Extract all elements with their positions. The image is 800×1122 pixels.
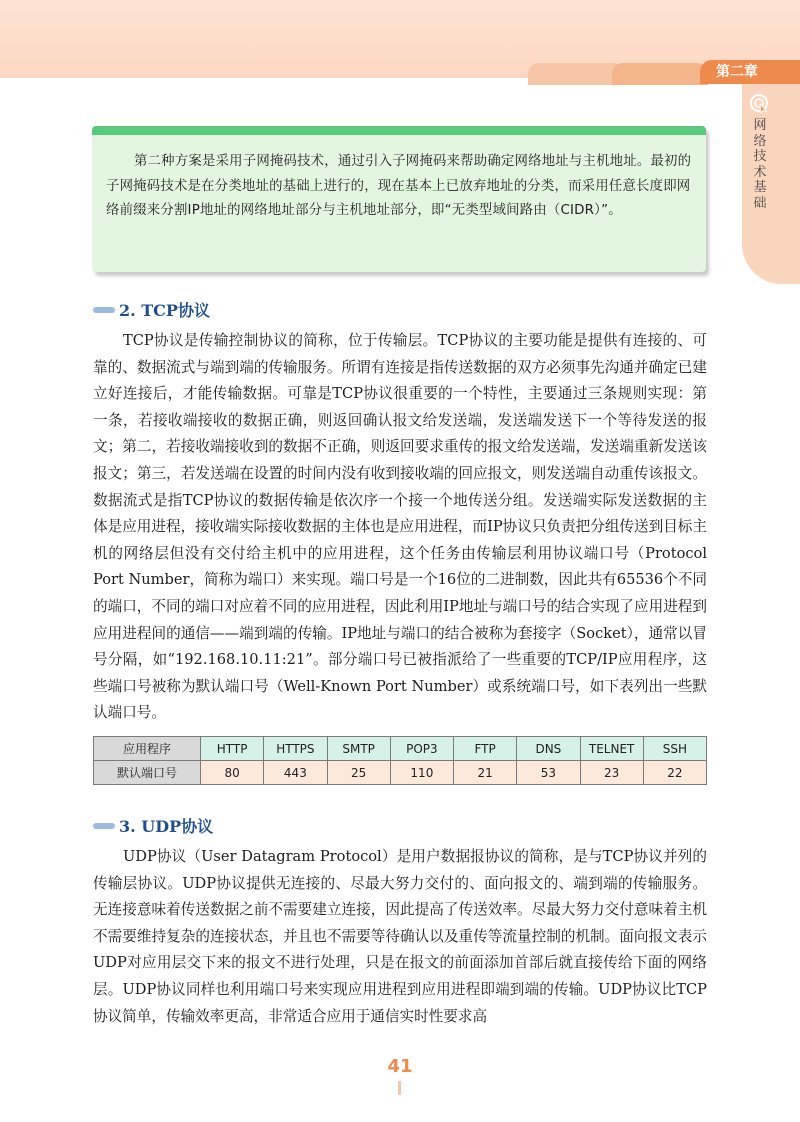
table-row xyxy=(94,761,707,785)
table-row xyxy=(94,737,707,761)
table-cell: SMTP xyxy=(327,737,390,761)
port-table xyxy=(93,736,707,785)
table-cell: POP3 xyxy=(390,737,453,761)
table-cell: 22 xyxy=(643,761,706,785)
row-label: 应用程序 xyxy=(94,737,201,761)
table-cell: 53 xyxy=(517,761,580,785)
paragraph-tcp: TCP协议是传输控制协议的简称，位于传输层。TCP协议的主要功能是提供有连接的、可靠的、数据流式与端到端的传输服务。所谓有连接是指传送数据的双方必须事先沟通并确定已建立好连接后，才能传输数据。可靠是TCP协议很重要的一个特性，主要通过三条规则实现：第一条，若接收端接收的数据正确，则返回确认报文给发送端，发送端发送下一个等待发送的报文；第二，若接收端接收到的数据不正确，则返回要求重传的报文给发送端，发送端重新发送该报文；第三，若发送端在设置的时间内没有收到接收端的回应报文，则发送端自动重传该报文。数据流式是指TCP协议的数据传输是依次序一个接一个地传送分组。发送端实际发送数据的主体是应用进程，接收端实际接收数据的主体也是应用进程，而IP协议只负责把分组传送到目标主机的网络层但没有交付给主机中的应用进程，这个任务由传输层利用协议端口号（Protocol Port Number，简称为端口）来实现。端口号是一个16位的二进制数，因此共有65536个不同的端口，不同的端口对应着不同的应用进程，因此利用IP地址与端口号的结合实现了应用进程到应用进程间的通信——端到端的传输。IP地址与端口的结合被称为套接字（Socket），通常以冒号分隔，如“192.168.10.11:21”。部分端口号已被指派给了一些重要的TCP/IP应用程序，这些端口号被称为默认端口号（Well-Known Port Number）或系统端口号，如下表列出一些默认端口号。 xyxy=(93,332,707,722)
heading-bar-icon xyxy=(93,823,115,829)
paragraph-udp: UDP协议（User Datagram Protocol）是用户数据报协议的简称，是与TCP协议并列的传输层协议。UDP协议提供无连接的、尽最大努力交付的、面向报文的、端到端的传输服务。无连接意味着传送数据之前不需要建立连接，因此提高了传送效率。尽最大努力交付意味着主机不需要维持复杂的连接状态，并且也不需要等待确认以及重传等流量控制的机制。面向报文表示UDP对应用层交下来的报文不进行处理，只是在报文的前面添加首部后就直接传给下面的网络层。UDP协议同样也利用端口号来实现应用进程到应用进程即端到端的传输。UDP协议比TCP协议简单，传输效率更高，非常适合应用于通信实时性要求高 xyxy=(93,848,707,1025)
section-heading-text: 2. TCP协议 xyxy=(119,301,210,320)
section-heading-udp xyxy=(93,814,213,836)
decorative-tab xyxy=(528,63,624,85)
table-cell: 443 xyxy=(264,761,327,785)
table-cell: 110 xyxy=(390,761,453,785)
page-number: 41 xyxy=(387,1056,413,1077)
chapter-label: 第二章 xyxy=(700,60,800,84)
page-number-tick xyxy=(398,1081,401,1095)
table-cell: 80 xyxy=(201,761,264,785)
table-cell: FTP xyxy=(454,737,517,761)
side-title: 网络技术基础 xyxy=(753,118,767,211)
table-cell: DNS xyxy=(517,737,580,761)
table-cell: SSH xyxy=(643,737,706,761)
decorative-tab xyxy=(612,63,708,85)
callout-text: 第二种方案是采用子网掩码技术，通过引入子网掩码来帮助确定网络地址与主机地址。最初的子网掩码技术是在分类地址的基础上进行的，现在基本上已放弃地址的分类，而采用任意长度即网络前缀来分割IP地址的网络地址部分与主机地址部分，即“无类型域间路由（CIDR）”。 xyxy=(106,154,692,218)
table-cell: TELNET xyxy=(580,737,643,761)
table-cell: 25 xyxy=(327,761,390,785)
table-cell: 21 xyxy=(454,761,517,785)
table-cell: 23 xyxy=(580,761,643,785)
side-panel xyxy=(742,84,800,284)
network-cursor-icon xyxy=(748,92,770,114)
row-label: 默认端口号 xyxy=(94,761,201,785)
heading-bar-icon xyxy=(93,307,115,313)
section-heading-text: 3. UDP协议 xyxy=(119,817,214,836)
table-cell: HTTPS xyxy=(264,737,327,761)
section-heading-tcp xyxy=(93,298,210,320)
table-cell: HTTP xyxy=(201,737,264,761)
